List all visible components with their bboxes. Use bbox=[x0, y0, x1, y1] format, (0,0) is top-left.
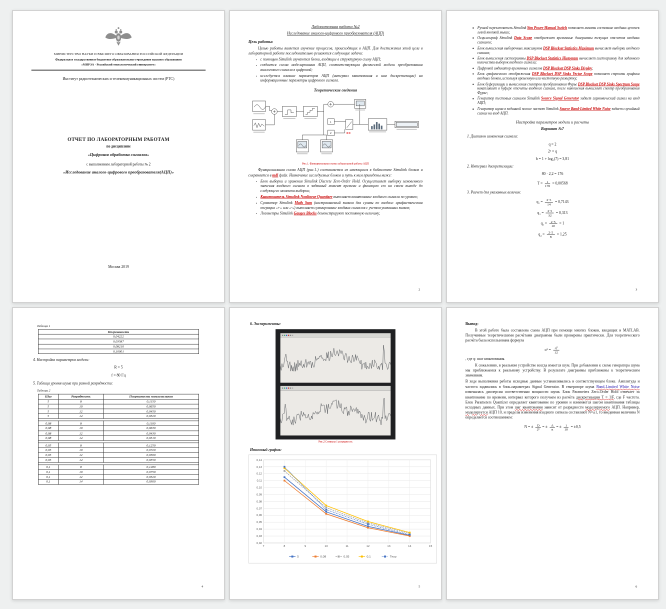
svg-text:0,1: 0,1 bbox=[366, 554, 371, 559]
goal-list: • с помощью Simulink изучаются блоки, входящие в структурную схему АЦП; • создается схема моделирования АЦП, соответствующая физической модели преобразования аналогового сигнала в цифровой; • исследуется влияние параметров АЦП (интервал квантования и шаг дискретизации) на информационные параметры цифрового сигнала. bbox=[255, 58, 423, 84]
svg-text:9: 9 bbox=[304, 543, 307, 548]
range-formula: N = ± $\frac{D}{\text{2ⁿ}}$ = ± $\frac{\Delta}{n}$ = ± $\frac{1}{10}$ = ±0,5 bbox=[524, 423, 581, 432]
experiments-heading: 6. Эксперименты: bbox=[249, 321, 281, 326]
page-thumbnail-2[interactable] bbox=[229, 10, 442, 303]
institution-line: Федеральное государственное бюджетное образовательное учреждение высшего образования bbox=[55, 57, 182, 62]
spectrum-photo-1 bbox=[280, 333, 390, 383]
work-title: «Исследование аналого-цифрового преобразователя(АЦП)» bbox=[63, 170, 174, 175]
report-title: ОТЧЕТ ПО ЛАБОРАТОРНЫМ РАБОТАМ bbox=[67, 136, 170, 142]
svg-text:0,14: 0,14 bbox=[256, 457, 262, 462]
formula-note: , где q: шаг квантования. bbox=[465, 357, 506, 362]
by-discipline: по дисциплине bbox=[106, 143, 131, 148]
work-line: с выполнением лабораторной работы № 2 bbox=[86, 162, 151, 167]
spectrum-waveform-1 bbox=[280, 338, 390, 383]
table2-label: Таблица 2 bbox=[36, 388, 51, 393]
conclusion-heading: Вывод: bbox=[465, 321, 479, 327]
errors-table: Погрешности 0,04222 0,03587 0,08210 0,10001 bbox=[31, 329, 205, 354]
svg-text:14: 14 bbox=[408, 543, 412, 548]
svg-text:7: 7 bbox=[262, 543, 265, 548]
university-line: «МИРЭА - Российский технологический университет» bbox=[81, 62, 156, 67]
theory-heading: Теоретические сведения bbox=[313, 88, 358, 93]
svg-text:11: 11 bbox=[345, 543, 349, 548]
page-number: 6 bbox=[635, 583, 638, 588]
svg-text:1: 1 bbox=[329, 120, 332, 125]
variance-formula: σ² = $\frac{\text{q²}}{12}$ bbox=[544, 345, 558, 355]
blocks-list: • Блок выборки и хранения Simulink Discrete Zero-Order Hold. Осуществляет выборку мгновенного значения входного сигнала в заданный момент времени и фиксацию его на своем выходе до следующего момента выборки; • Квантователь Simulink Nonlinear Quantizer выполняет квантование входного сигнала по уровню; • Сумматор Simulink Math Sum (настраиваемый знаком для суммы по входам: арифметическая операция «+» или «-») выполняет суммирование входных сигналов с учетом указанных знаков; • Логометры Simulink Gauges Blocks демонстрируют постоянную величину; bbox=[255, 180, 423, 217]
coat-of-arms bbox=[31, 25, 205, 49]
page-thumbnail-1[interactable] bbox=[12, 10, 225, 303]
summary-chart-figure bbox=[251, 457, 435, 562]
coat-of-arms-icon bbox=[103, 25, 133, 47]
page-thumbnail-6[interactable] bbox=[446, 307, 659, 600]
svg-text:Теор: Теор bbox=[389, 554, 397, 559]
institute-line: Институт радиотехнических и телекоммуникационных систем (РТС) bbox=[62, 77, 175, 82]
page-number: 2 bbox=[418, 286, 421, 291]
blocks-list-continued: • Ручной переключатель Simulink Sim Power Manual Switch позволяет менять состояние входных цепочек левой кнопкой мыши; • Осциллограф Simulink Data Scope отображает временные диаграммы текущих отсчетов входных сигналов; • Блок вычисления выборочных максимумов DSP Blockset Statistics Maximum вычисляет выборки входного сигнала; • Блок вычисления гистограммы DSP Blockset Statistics Histogram вычисляет гистограмму для заданного количества выборок входного сигнала; • Цифровой индикатор временных сигналов DSP Blockset DSP Sinks Display; • Блок графического отображения DSP Blockset DSP Sinks Vector Scope позволяет строить графики входных блоков, используя временную или частотную развертку; • Блок буферизации и вычисления спектров преобразования Фурье DSP Blockset DSP Sinks Spectrum Scope накапливает в буфере отсчеты входного сигнала, после накопления вычисляет спектр преобразования Фурье; • Генератор тестовых сигналов Simulink Source Signal Generator задает гармонический сигнал на вход АЦП; • Генератор шума в заданной полосе частот Simulink Source Band-Limited White Noise задает случайный сигнал на вход АЦП. bbox=[472, 26, 640, 116]
svg-text:12: 12 bbox=[366, 543, 370, 548]
svg-text:0,11: 0,11 bbox=[256, 478, 262, 483]
svg-text:0,04: 0,04 bbox=[256, 527, 262, 532]
svg-text:0,12: 0,12 bbox=[256, 471, 262, 476]
svg-text:0,08: 0,08 bbox=[320, 554, 327, 559]
svg-text:0,10: 0,10 bbox=[256, 485, 262, 490]
goal-text: Целью работы является изучение процессов, происходящих в АЦП. Для достижения этой цели в лабораторной работе последовательно решаются следующие задачи: bbox=[248, 46, 423, 56]
svg-text:8: 8 bbox=[283, 543, 286, 548]
variant-heading: Вариант №7 bbox=[541, 127, 564, 132]
conclusion-para-2: К сожалению, в реальном устройстве всегда имеется шум. При добавлении к схеме генератора шума мы приближаемся к реальному устройству. В результате диаграммы приближены к теоретическим значениям. bbox=[465, 363, 640, 378]
svg-text:2: 2 bbox=[329, 131, 332, 136]
item4-label: 4. Настройка параметров модели: bbox=[32, 358, 90, 363]
svg-text:0,08: 0,08 bbox=[256, 499, 262, 504]
page-thumbnail-4[interactable] bbox=[12, 307, 225, 600]
params-heading: Настройка параметров модели и расчеты bbox=[515, 120, 590, 125]
conclusion-para-3: В ходе выполнения работы исходные данные устанавливались в соответствующем блоке. Амплитуда и частота задавались в блок-параметрах Signal Generator. В генераторе шума Band-Limited White Noise изменялась дисперсия соответственно мощности шума. Блок Parameters Zero-Order Hold отвечает за квантование по времени, интервал которого получаем из расчёта дискретизации T = 1/F, где F частота. Блок Parameters Quantizer определяет квантование по уровню и изменяется шагом квантования таблицы исходных данных. При этом шаг квантования зависит от разрядности моделируемого АЦП. Например, моделируется АЦП 10, и пределы изменения входного сигнала составляют N=±1, то введенная величина N определяется соотношением: bbox=[465, 380, 640, 420]
goal-heading: Цель работы: bbox=[248, 39, 274, 45]
svg-text:0,05: 0,05 bbox=[256, 520, 262, 525]
page-number: 5 bbox=[418, 583, 421, 588]
svg-text:15: 15 bbox=[429, 543, 433, 548]
figure1-caption: Рис.1. Функциональная схема лабораторной работы АЦП bbox=[302, 162, 369, 166]
model-params-formulas: R = 5 f = 80 Гц bbox=[111, 365, 126, 378]
svg-text:0,07: 0,07 bbox=[256, 506, 262, 511]
figure2-caption: Рис.2 Спектры 1 разрядность bbox=[318, 440, 353, 444]
svg-text:0,03: 0,03 bbox=[256, 533, 262, 538]
svg-text:0,09: 0,09 bbox=[256, 492, 262, 497]
lab-subtitle: Исследование аналого-цифрового преобразователя (АЦП) bbox=[286, 31, 385, 36]
lab-title: Лабораторная работа №2 bbox=[311, 24, 360, 30]
conclusion-para-1: В этой работе была составлена схема АЦП при помощи многих блоков, входящих в MATLAB. Полученные теоретическими расчётами диаграммы были проверены практически. Для теоретического расчёта была использована формула bbox=[465, 328, 640, 343]
simulink-diagram bbox=[248, 95, 422, 162]
page-number: 3 bbox=[635, 286, 638, 291]
svg-text:5: 5 bbox=[297, 554, 299, 559]
table1-label: Таблица 1 bbox=[36, 323, 51, 328]
svg-text:10: 10 bbox=[324, 543, 328, 548]
page-thumbnail-5[interactable] bbox=[229, 307, 442, 600]
city-year: Москва 2019 bbox=[108, 265, 129, 270]
svg-text:0,02: 0,02 bbox=[256, 540, 262, 545]
noise-table: Шаг Разрядность Погрешность максимальная 5 8 0,1150 5 10 0,0650 5 12 0,0450 5 14 0,0320 0,08 8 0,1100 0,08 10 0,0630 0,08 12 0,0430 0,08 14 0,0310 0,05 8 0,1250 0,05 10 0,0720 0,05 12 0,0500 0,05 14 0,0350 0,1 8 0,1280 0,1 10 0,0750 0,1 12 0,0520 0,1 14 0,0360 bbox=[31, 394, 205, 484]
svg-text:13: 13 bbox=[387, 543, 391, 548]
chart-label: Итоговый график: bbox=[249, 448, 282, 453]
discipline-title: «Цифровая обработка сигналов» bbox=[87, 152, 150, 158]
svg-text:0,05: 0,05 bbox=[343, 554, 350, 559]
header-divider bbox=[31, 70, 205, 71]
svg-text:0,13: 0,13 bbox=[256, 464, 262, 469]
calc-section: 1. Диапазон изменения сигнала: q = 2 2ᵇ = q b = 1 + log₂(7) = 3,81 2. Интервал дискретизации: 80 · 2,2 = 176 T = $\frac{1}{176}$ = 0,00568 3. Расчет для указанных величин: q₁ = $\frac{2\cdot 5}{14}$ = 0,7143 q₂ = $\frac{2\cdot 5}{32}$ = 0,313 q₃ = $\frac{2\cdot 5}{10}$ = 1 q₄ = $\frac{2\cdot 5}{8}$ = 1,25 bbox=[466, 134, 570, 239]
spectrum-photo-2 bbox=[280, 386, 390, 436]
ministry-line: МИНИСТЕРСТВО НАУКИ И ВЫСШЕГО ОБРАЗОВАНИЯ РОССИЙСКОЙ ФЕДЕРАЦИИ bbox=[53, 52, 184, 56]
item5-label: 5. Таблица уровня шума при разной разрядности: bbox=[32, 381, 113, 386]
red-marker-stars: ** bbox=[346, 132, 351, 138]
after-figure-text: Функциональная схема АЦП (рис.1.) составляется из имеющихся в библиотеке Simulink блоков и сохраняется в mdl файл. Назначение исследуемых блоков и путь к ним приведены ниже: bbox=[248, 168, 423, 178]
svg-text:0,06: 0,06 bbox=[256, 513, 262, 518]
page-number: 4 bbox=[201, 583, 204, 588]
summary-chart bbox=[248, 455, 437, 564]
page-thumbnail-3[interactable] bbox=[446, 10, 659, 303]
simulink-diagram-figure bbox=[248, 95, 422, 160]
experiment-photos bbox=[276, 329, 396, 439]
spectrum-waveform-2 bbox=[280, 391, 390, 436]
